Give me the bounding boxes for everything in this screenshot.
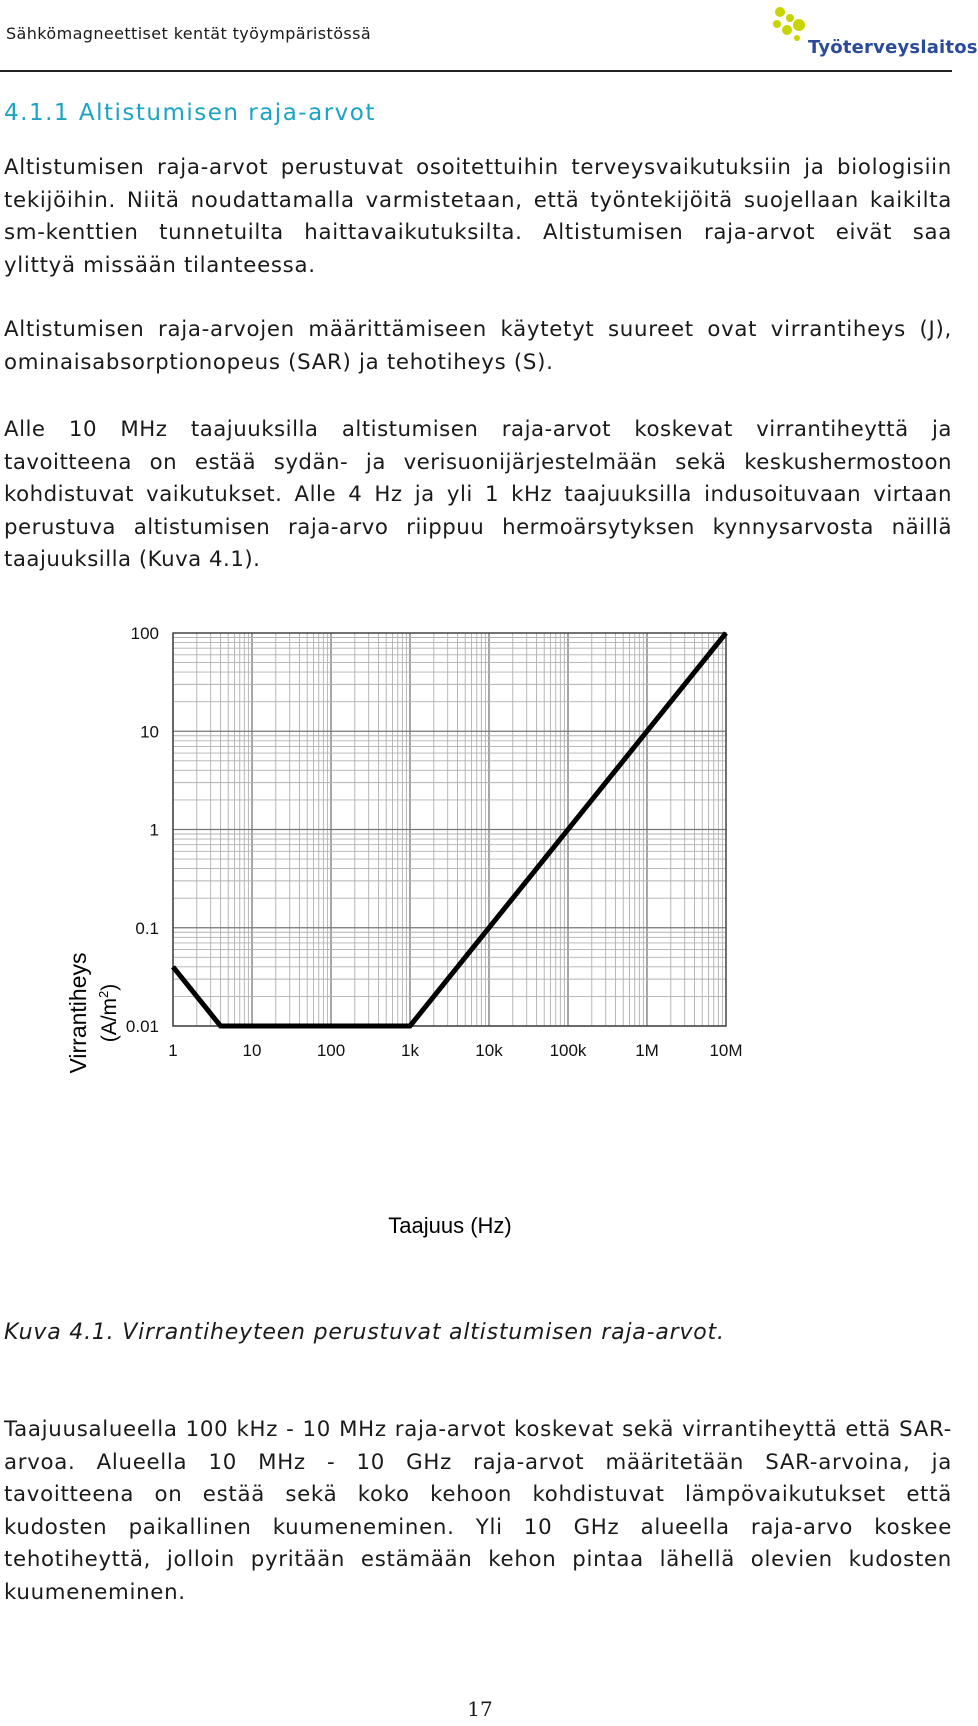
y-tick-label: 10 <box>140 722 159 742</box>
paragraph-4: Taajuusalueella 100 kHz - 10 MHz raja-arvot koskevat sekä virrantiheyttä että SAR-arvoa. Alueella 10 MHz - 10 GHz raja-arvot määritetään SAR-arvoina, ja tavoitteena on estää sekä koko kehoon kohdistuvat lämpövaikutukset että kudosten paikallinen kuumeneminen. Yli 10 GHz alueella raja-arvo koskee tehotiheyttä, jolloin pyritään estämään kehon pintaa lähellä olevien kudosten kuumeneminen. <box>4 1417 952 1605</box>
ttl-logo <box>770 4 978 64</box>
running-header-title: Sähkömagneettiset kentät työympäristössä <box>6 24 372 43</box>
y-tick-label: 1 <box>149 820 159 840</box>
y-tick-label: 100 <box>130 624 159 643</box>
paragraph-1: Altistumisen raja-arvot perustuvat osoitettuihin terveysvaikutuksiin ja biologisiin tekijöihin. Niitä noudattamalla varmistetaan, että työntekijöitä suojellaan kaikilta sm-kenttien tunnetuilta haittavaikutuksilta. Altistumisen raja-arvot eivät saa ylittyä missään tilanteessa. <box>4 155 952 278</box>
current-density-figure <box>40 618 920 1288</box>
y-tick-label: 0.1 <box>135 918 159 938</box>
y-tick-label: 0.01 <box>125 1017 159 1036</box>
x-tick-label: 10k <box>475 1041 503 1060</box>
y-axis-unit: $(A/m^2)$ <box>96 983 121 1043</box>
x-tick-label: 10M <box>709 1041 743 1060</box>
figure-caption: Kuva 4.1. Virrantiheyteen perustuvat altistumisen raja-arvot. <box>4 1320 725 1345</box>
x-axis-label: Taajuus (Hz) <box>388 1213 512 1238</box>
header-divider <box>0 70 952 72</box>
section-heading: 4.1.1 Altistumisen raja-arvot <box>4 100 376 126</box>
x-tick-label: 10 <box>242 1041 262 1060</box>
paragraph-2: Altistumisen raja-arvojen määrittämiseen käytetyt suureet ovat virrantiheys (J), ominaisabsorptionopeus (SAR) ja tehotiheys (S). <box>4 317 952 375</box>
page-number: 17 <box>467 1697 493 1721</box>
x-tick-label: 1M <box>635 1041 659 1060</box>
current-density-chart <box>40 618 920 1288</box>
logo-wordmark: Työterveyslaitos <box>808 37 978 58</box>
x-tick-label: 100k <box>549 1041 587 1060</box>
x-tick-label: 100 <box>316 1041 346 1060</box>
paragraph-3: Alle 10 MHz taajuuksilla altistumisen raja-arvot koskevat virrantiheyttä ja tavoitteena on estää sydän- ja verisuonijärjestelmään sekä keskushermostoon kohdistuvat vaikutukset. Alle 4 Hz ja yli 1 kHz taajuuksilla indusoituvaan virtaan perustuva altistumisen raja-arvo riippuu hermoärsytyksen kynnysarvosta näillä taajuuksilla (Kuva 4.1). <box>4 417 952 572</box>
x-tick-label: 1 <box>168 1041 178 1060</box>
x-tick-label: 1k <box>401 1041 419 1060</box>
y-axis-label-group <box>65 952 121 1073</box>
y-axis-label: Virrantiheys <box>65 952 91 1074</box>
y-tick-labels <box>126 624 159 1036</box>
x-tick-labels <box>168 1041 742 1060</box>
